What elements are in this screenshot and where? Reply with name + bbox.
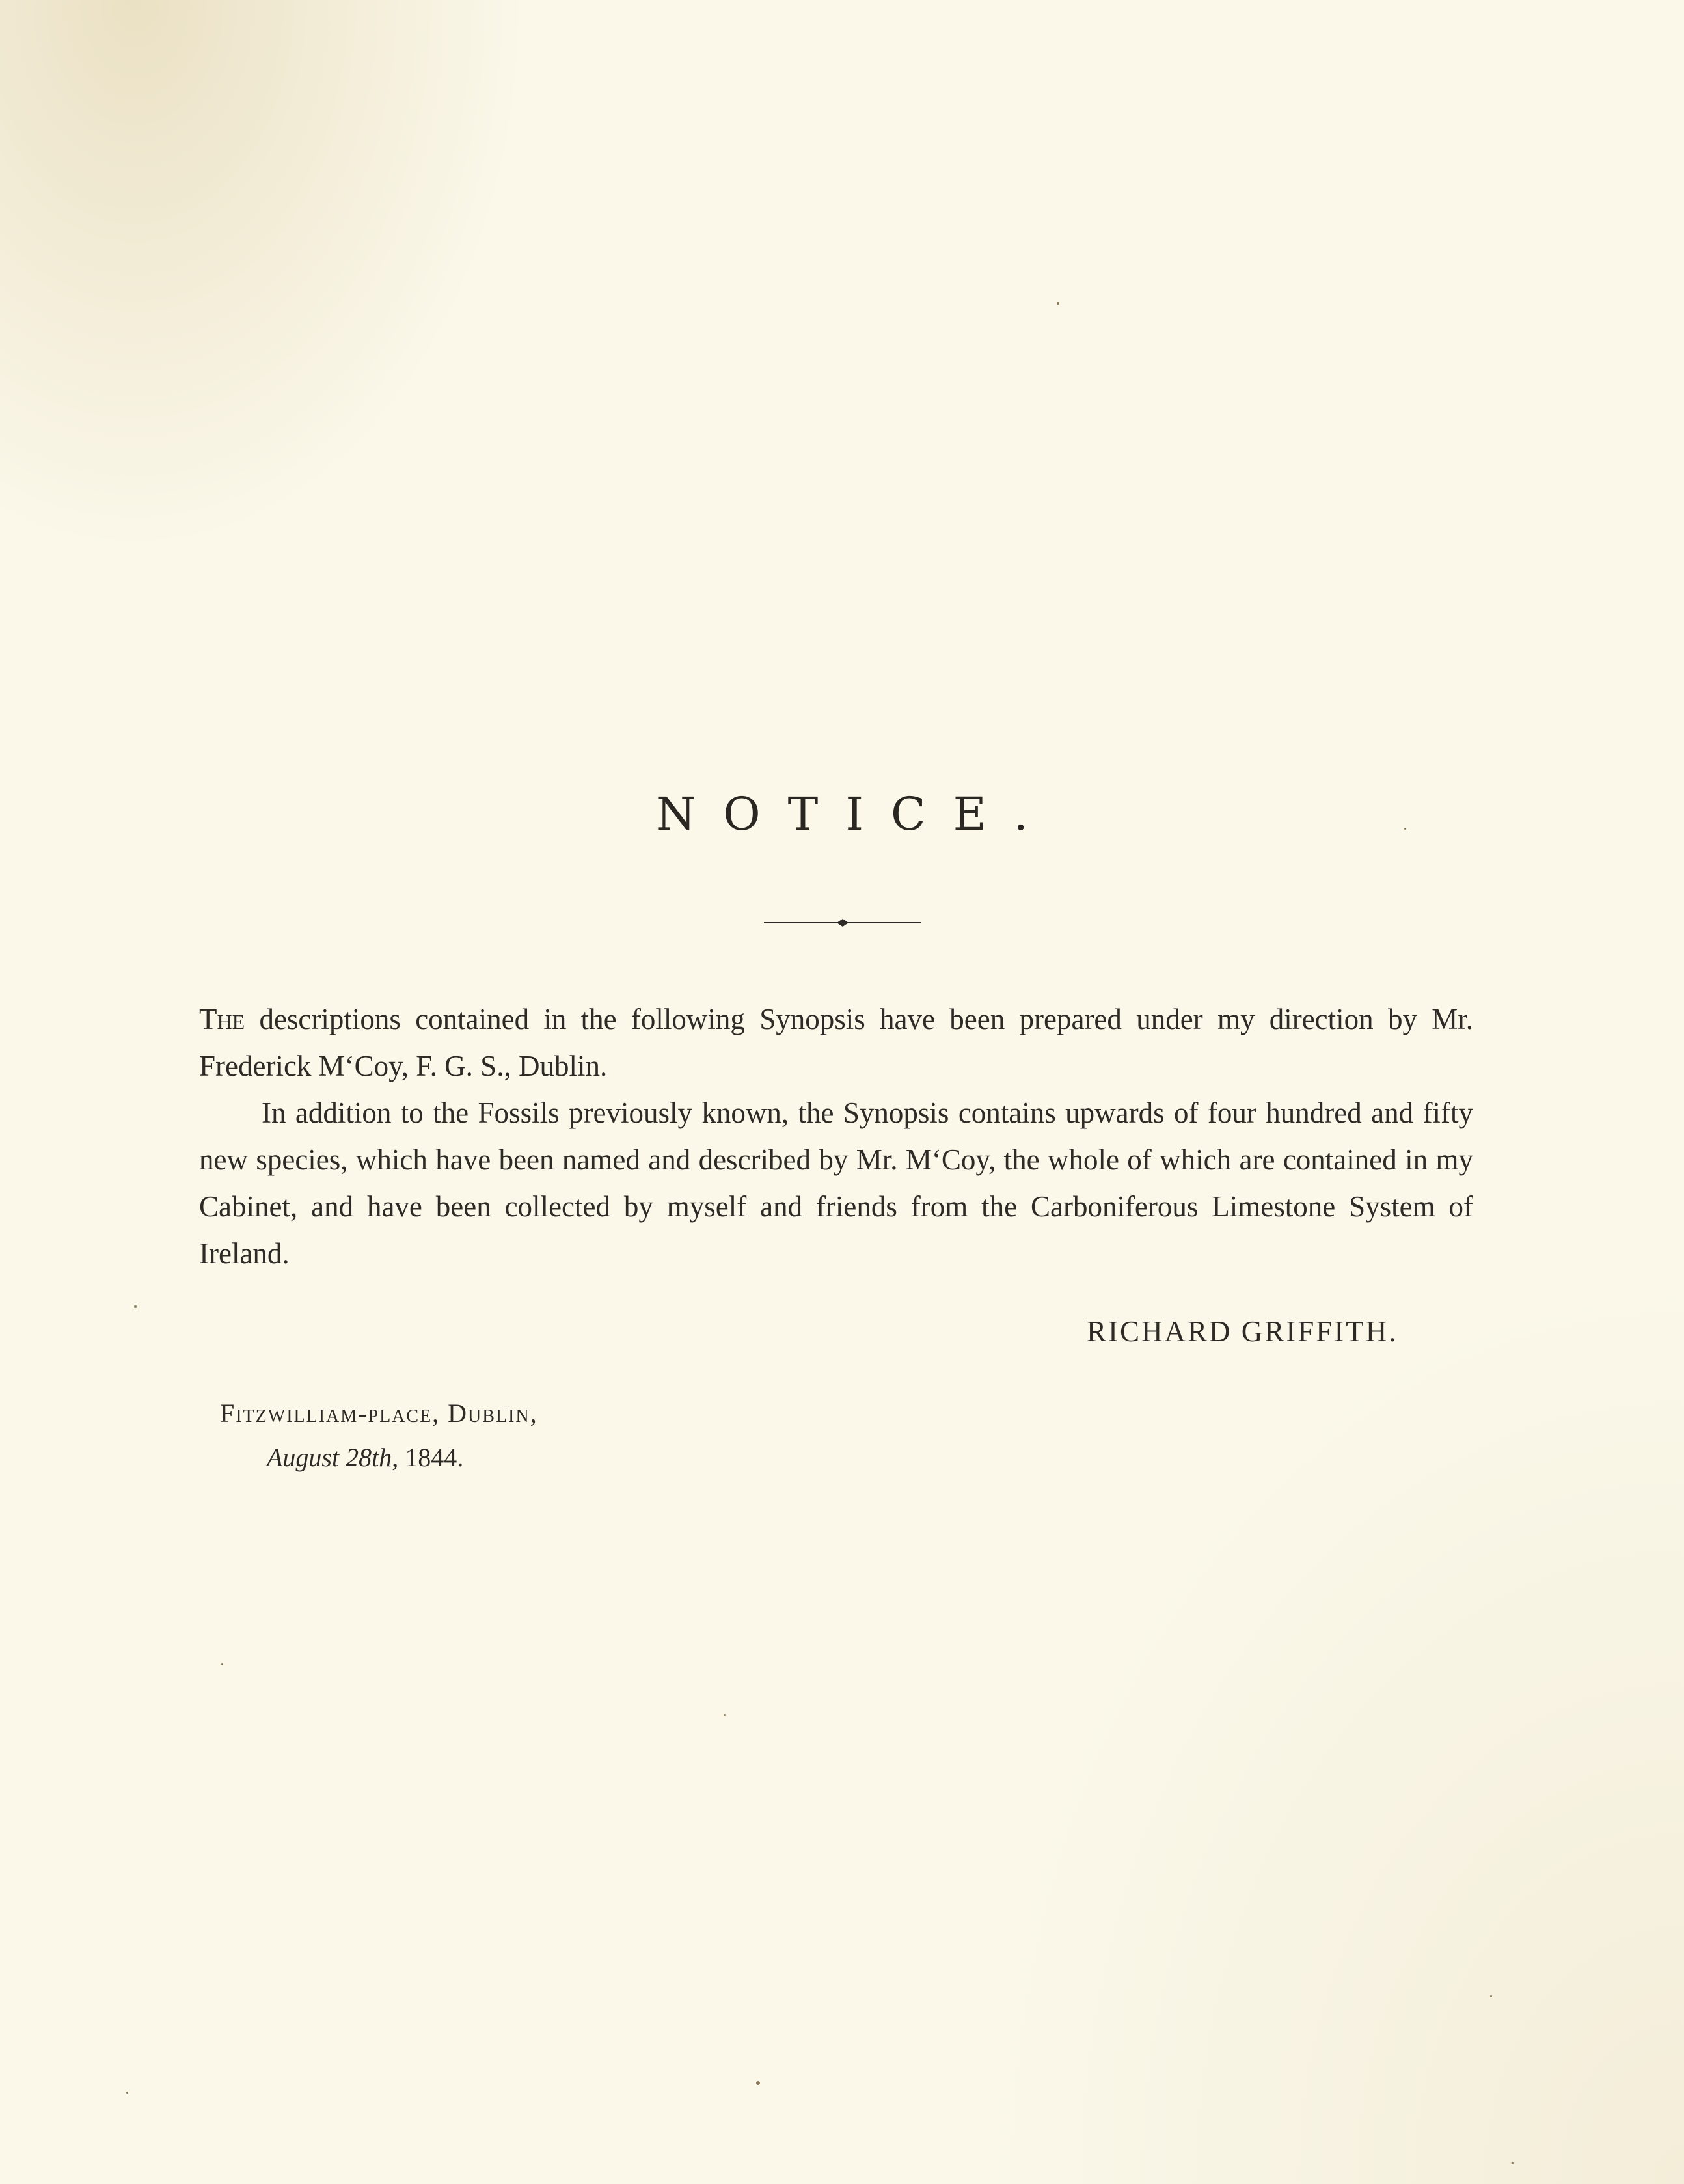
signature: RICHARD GRIFFITH. [1087, 1315, 1398, 1348]
paragraph-1-lead: The [199, 1003, 245, 1035]
paragraph-2: In addition to the Fossils previously known, the Synopsis contains upwards of four hundred and fifty new species, which have been named and described by Mr. M‘Coy, the whole of which are contained in my Cabinet, and have been collected by myself and friends from the Carboniferous Limestone System of Ireland. [199, 1097, 1473, 1270]
ornamental-divider [764, 915, 921, 931]
paper-speck [1404, 828, 1406, 830]
address-line: Fitzwilliam-place, Dublin, [220, 1399, 538, 1428]
paper-speck [126, 2092, 128, 2094]
date-year: , 1844. [392, 1443, 464, 1472]
paper-speck [134, 1305, 137, 1308]
paper-speck [1511, 2162, 1514, 2164]
paper-speck [1490, 1995, 1492, 1997]
paragraph-1 [199, 996, 1473, 1089]
date-line [220, 1436, 538, 1480]
address-block [220, 1391, 538, 1480]
date-month-day: August 28th [267, 1443, 392, 1472]
paper-speck [724, 1714, 726, 1716]
notice-heading: NOTICE. [656, 787, 1055, 841]
paper-speck [756, 2081, 760, 2085]
paragraph-1-text: descriptions contained in the following Synopsis have been prepared under my direction by Mr. Frederick M‘Coy, F. G. S., Dublin. [199, 1003, 1473, 1082]
paper-speck [1057, 302, 1059, 305]
paper-speck [221, 1663, 223, 1665]
notice-body [199, 996, 1473, 1277]
